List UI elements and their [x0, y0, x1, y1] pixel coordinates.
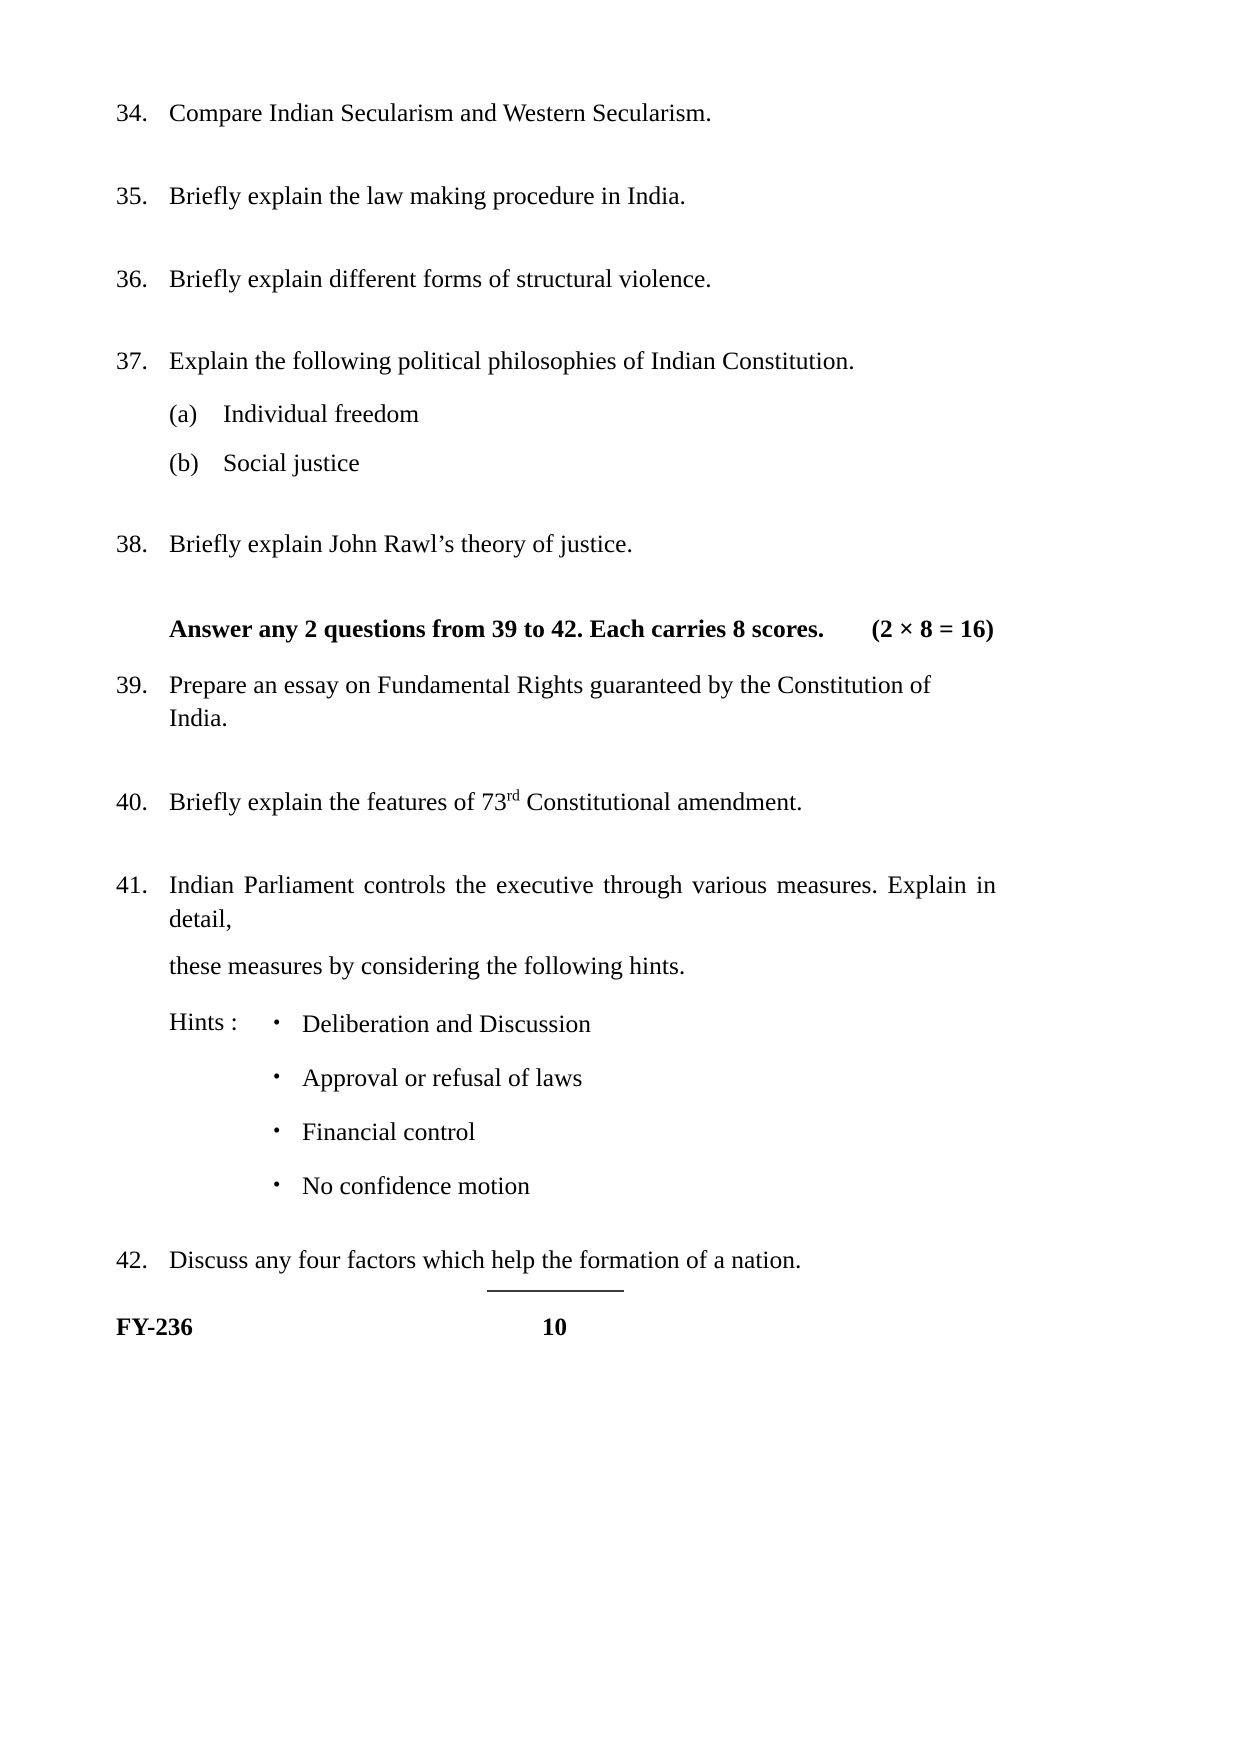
question-item-34: [116, 96, 996, 129]
spacer: [116, 560, 996, 614]
question-number: 40.: [116, 787, 148, 817]
hint-text: No confidence motion: [302, 1171, 531, 1201]
hints-block: [169, 1007, 996, 1203]
spacer: [116, 734, 996, 785]
question-text-part-2: Constitutional amendment.: [519, 787, 803, 817]
bullet-icon: •: [273, 1118, 281, 1143]
question-text: Compare Indian Secularism and Western Secularism.: [169, 98, 712, 127]
question-text-line-1: Indian Parliament controls the executive through various measures. Explain in detail,: [169, 870, 996, 933]
question-number: 35.: [116, 181, 148, 211]
ordinal-superscript: rd: [506, 787, 520, 805]
bullet-icon: •: [273, 1063, 281, 1088]
hint-list-item: [273, 1061, 996, 1094]
question-37-sub-items: [116, 397, 996, 479]
question-text: Discuss any four factors which help the formation of a nation.: [169, 1245, 802, 1275]
question-item-37: [116, 344, 996, 377]
sub-item-text: Individual freedom: [223, 398, 420, 428]
question-number: 39.: [116, 669, 148, 699]
paper-code: FY-236: [116, 1314, 193, 1341]
spacer: [116, 818, 996, 868]
hint-list-item: [273, 1115, 996, 1148]
sub-item-label: (b): [169, 447, 199, 477]
spacer: [116, 295, 996, 344]
question-number: 34.: [116, 98, 148, 127]
spacer: [116, 129, 996, 179]
question-item-36: [116, 262, 996, 295]
instruction-score-note: (2 × 8 = 16): [871, 613, 994, 643]
question-item-41: [116, 868, 996, 981]
hint-list-item: [273, 1007, 996, 1040]
page-footer: [116, 1314, 1125, 1342]
sub-item-a: [169, 397, 996, 430]
question-text: [169, 868, 996, 981]
spacer: [116, 212, 996, 262]
question-item-40: [116, 785, 996, 818]
bullet-icon: •: [273, 1009, 281, 1034]
question-number: 36.: [116, 264, 148, 294]
question-text-part-1: Briefly explain the features of 73: [169, 787, 507, 817]
spacer: [116, 479, 996, 527]
page-number: 10: [542, 1314, 567, 1341]
question-text: Briefly explain John Rawl’s theory of justice.: [169, 528, 633, 558]
question-number: 38.: [116, 528, 148, 558]
hint-text: Deliberation and Discussion: [302, 1008, 591, 1038]
question-text: Prepare an essay on Fundamental Rights guaranteed by the Constitution of India.: [169, 669, 932, 733]
question-text: [169, 785, 996, 818]
hint-list-item: [273, 1169, 996, 1202]
question-text: Explain the following political philosophies of Indian Constitution.: [169, 346, 855, 376]
question-text-line-2: these measures by considering the following hints.: [169, 950, 686, 980]
question-list: [116, 96, 996, 1277]
sub-item-b: [169, 446, 996, 479]
question-number: 41.: [116, 870, 148, 900]
sub-item-label: (a): [169, 398, 198, 428]
sub-item-text: Social justice: [223, 447, 360, 477]
question-text: Briefly explain different forms of structural violence.: [169, 264, 712, 294]
instruction-text: Answer any 2 questions from 39 to 42. Each carries 8 scores.: [169, 613, 825, 643]
question-item-35: [116, 179, 996, 212]
hints-list: [273, 1007, 996, 1203]
question-text: Briefly explain the law making procedure in India.: [169, 181, 686, 211]
section-instruction: [169, 614, 996, 644]
spacer: [116, 1202, 996, 1243]
hint-text: Approval or refusal of laws: [302, 1062, 583, 1092]
question-number: 37.: [116, 346, 148, 376]
bullet-icon: •: [273, 1172, 281, 1197]
hint-text: Financial control: [302, 1117, 476, 1147]
question-item-42: [116, 1243, 996, 1276]
hints-label: Hints :: [169, 1006, 238, 1036]
question-item-38: [116, 527, 996, 560]
question-number: 42.: [116, 1245, 148, 1275]
section-divider: [487, 1290, 624, 1292]
question-item-39: [116, 668, 996, 734]
spacer: [116, 644, 996, 668]
